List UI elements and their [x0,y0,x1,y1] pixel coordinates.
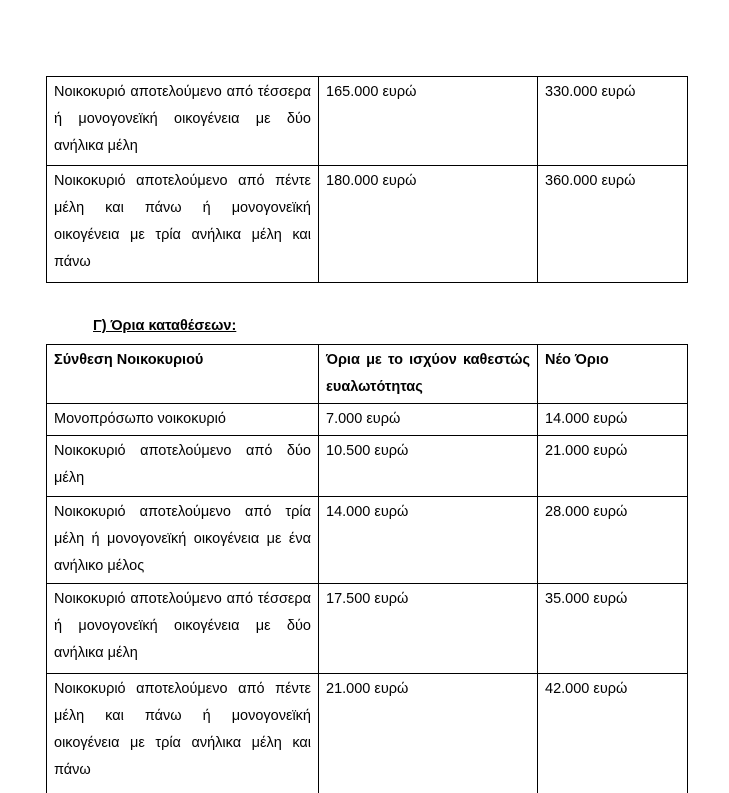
household-cell: Νοικοκυριό αποτελούμενο από τρία μέλη ή μονογονεϊκή οικογένεια με ένα ανήλικο μέλος [47,497,319,584]
current-limit-cell: 21.000 ευρώ [319,674,538,793]
new-limit-cell: 21.000 ευρώ [538,436,688,497]
current-limit-cell: 180.000 ευρώ [319,166,538,283]
section-heading-text: Γ) Όρια καταθέσεων: [93,318,237,334]
current-limit-cell: 14.000 ευρώ [319,497,538,584]
new-limit-cell: 14.000 ευρώ [538,404,688,436]
household-cell: Νοικοκυριό αποτελούμενο από τέσσερα ή μονογονεϊκή οικογένεια με δύο ανήλικα μέλη [47,77,319,166]
household-cell: Μονοπρόσωπο νοικοκυριό [47,404,319,436]
table-row [47,436,688,497]
new-limit-cell: 42.000 ευρώ [538,674,688,793]
header-household: Σύνθεση Νοικοκυριού [47,345,319,404]
new-limit-cell: 35.000 ευρώ [538,584,688,674]
new-limit-cell: 28.000 ευρώ [538,497,688,584]
header-new-limit: Νέο Όριο [538,345,688,404]
table-row [47,674,688,793]
section-heading [93,316,729,336]
household-cell: Νοικοκυριό αποτελούμενο από πέντε μέλη και πάνω ή μονογονεϊκή οικογένεια με τρία ανήλικα μέλη και πάνω [47,674,319,793]
current-limit-cell: 7.000 ευρώ [319,404,538,436]
asset-limits-table [46,76,688,283]
new-limit-cell: 360.000 ευρώ [538,166,688,283]
new-limit-cell: 330.000 ευρώ [538,77,688,166]
household-cell: Νοικοκυριό αποτελούμενο από τέσσερα ή μονογονεϊκή οικογένεια με δύο ανήλικα μέλη [47,584,319,674]
table-row [47,77,688,166]
table-row [47,166,688,283]
deposit-limits-table [46,344,688,793]
table-row [47,584,688,674]
current-limit-cell: 17.500 ευρώ [319,584,538,674]
current-limit-cell: 165.000 ευρώ [319,77,538,166]
table-row [47,404,688,436]
current-limit-cell: 10.500 ευρώ [319,436,538,497]
table-row [47,497,688,584]
household-cell: Νοικοκυριό αποτελούμενο από πέντε μέλη και πάνω ή μονογονεϊκή οικογένεια με τρία ανήλικα μέλη και πάνω [47,166,319,283]
header-current-limit: Όρια με το ισχύον καθεστώς ευαλωτότητας [319,345,538,404]
household-cell: Νοικοκυριό αποτελούμενο από δύο μέλη [47,436,319,497]
table-header-row [47,345,688,404]
